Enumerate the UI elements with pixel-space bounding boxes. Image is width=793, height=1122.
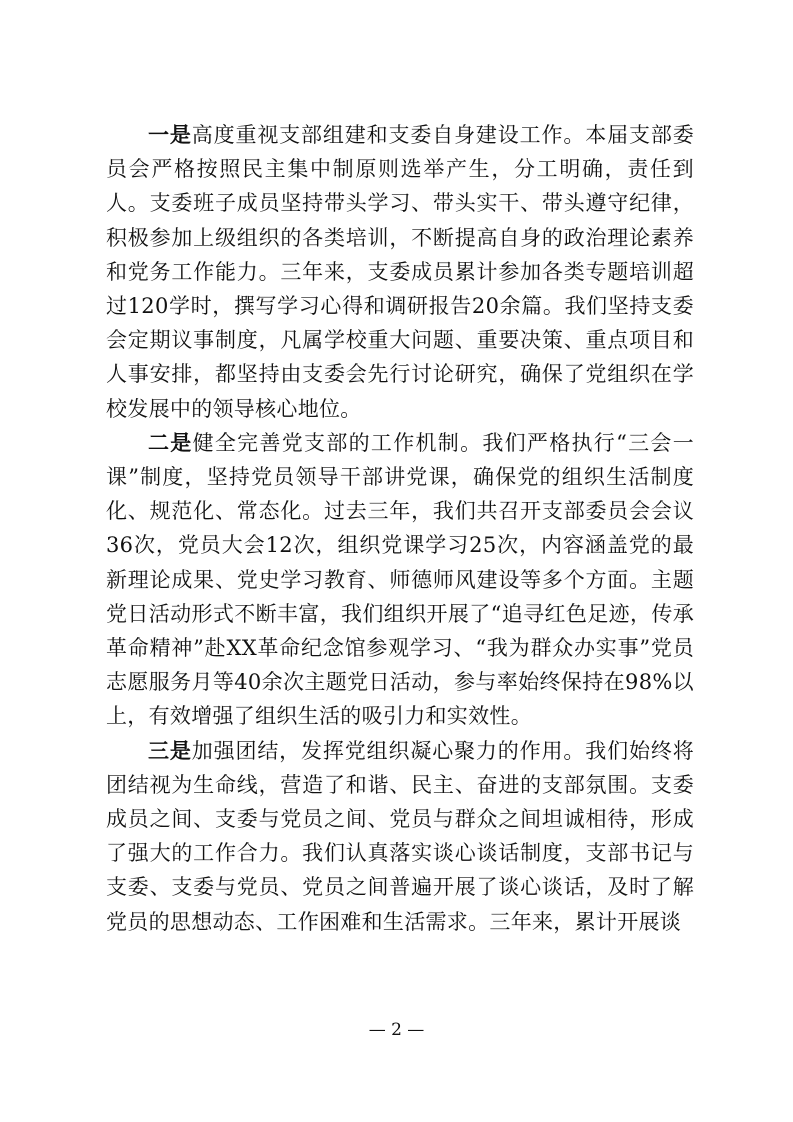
paragraph-2 bbox=[106, 426, 694, 734]
paragraph-2-lead: 二是 bbox=[148, 429, 193, 455]
paragraph-1-lead: 一是 bbox=[148, 122, 192, 147]
paragraph-2-text: 健全完善党支部的工作机制。我们严格执行“三会一课”制度，坚持党员领导干部讲党课，确保党的组织生活制度化、规范化、常态化。过去三年，我们共召开支部委员会会议36次，党员大会12次，组织党课学习25次，内容涵盖党的最新理论成果、党史学习教育、师德师风建设等多个方面。主题党日活动形式不断丰富，我们组织开展了“追寻红色足迹，传承革命精神”赴XX革命纪念馆参观学习、“我为群众办实事”党员志愿服务月等40余次主题党日活动，参与率始终保持在98%以上，有效增强了组织生活的吸引力和实效性。 bbox=[106, 430, 694, 729]
paragraph-3-text: 加强团结，发挥党组织凝心聚力的作用。我们始终将团结视为生命线，营造了和谐、民主、奋进的支部氛围。支委成员之间、支委与党员之间、党员与群众之间坦诚相待，形成了强大的工作合力。我们认真落实谈心谈话制度，支部书记与支委、支委与党员、党员之间普遍开展了谈心谈话，及时了解党员的思想动态、工作困难和生活需求。三年来，累计开展谈 bbox=[106, 738, 694, 934]
paragraph-1 bbox=[106, 118, 694, 426]
paragraph-3 bbox=[106, 734, 694, 939]
page-number: — 2 — bbox=[368, 1020, 425, 1040]
document-body bbox=[106, 118, 694, 939]
paragraph-3-lead: 三是 bbox=[148, 737, 192, 763]
paragraph-1-text: 高度重视支部组建和支委自身建设工作。本届支部委员会严格按照民主集中制原则选举产生，分工明确，责任到人。支委班子成员坚持带头学习、带头实干、带头遵守纪律，积极参加上级组织的各类培训，不断提高自身的政治理论素养和党务工作能力。三年来，支委成员累计参加各类专题培训超过120学时，撰写学习心得和调研报告20余篇。我们坚持支委会定期议事制度，凡属学校重大问题、重要决策、重点项目和人事安排，都坚持由支委会先行讨论研究，确保了党组织在学校发展中的领导核心地位。 bbox=[106, 123, 694, 421]
